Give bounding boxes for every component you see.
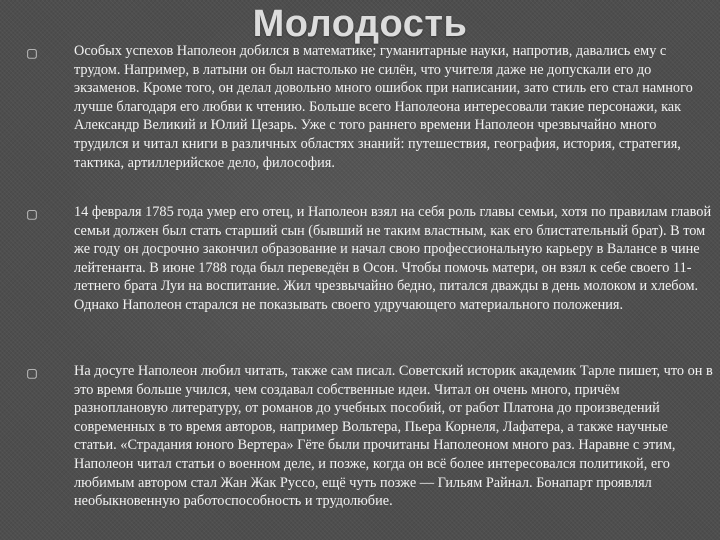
box-bullet-icon: ▢ (26, 366, 38, 380)
bullet-item (24, 203, 712, 315)
box-bullet-icon: ▢ (26, 207, 38, 221)
bullet-text: На досуге Наполеон любил читать, также сам писал. Советский историк академик Тарле пишет, что он в это время больше учился, чем создавал собственные идеи. Читал он очень много, причём разноплановую литературу, от романов до учебных пособий, от работ Платона до произведений современных в то время авторов, например Вольтера, Пьера Корнеля, Лафатера, а также научные статьи. «Страдания юного Вертера» Гёте были прочитаны Наполеоном много раз. Наравне с этим, Наполеон читал статьи о военном деле, и позже, когда он всё более интересовался политикой, его любимым автором стал Жан Жак Руссо, ещё чуть позже — Гильям Райнал. Бонапарт проявлял необыкновенную работоспособность и трудолюбие. (74, 363, 713, 510)
bullet-item (24, 42, 693, 172)
bullet-text: 14 февраля 1785 года умер его отец, и Наполеон взял на себя роль главы семьи, хотя по правилам главой семьи должен был стать старший сын (бывший не таким властным, как его блистательный брат). В том же году он досрочно закончил образование и начал свою профессиональную карьеру в Валансе в чине лейтенанта. В июне 1788 года был переведён в Осон. Чтобы помочь матери, он взял к себе своего 11-летнего брата Луи на воспитание. Жил чрезвычайно бедно, питался дважды в день молоком и хлебом. Однако Наполеон старался не показывать своего удручающего материального положения. (74, 204, 712, 313)
slide-title: Молодость (252, 3, 468, 45)
box-bullet-icon: ▢ (26, 46, 38, 60)
bullet-item (24, 362, 713, 511)
bullet-text: Особых успехов Наполеон добился в математике; гуманитарные науки, напротив, давались ему с трудом. Например, в латыни он был настолько не силён, что учителя даже не допускали его до экзаменов. Кроме того, он делал довольно много ошибок при написании, зато стиль его стал намного лучше благодаря его любви к чтению. Больше всего Наполеона интересовали такие персонажи, как Александр Великий и Юлий Цезарь. Уже с того раннего времени Наполеон чрезвычайно много трудился и читал книги в различных областях знаний: путешествия, география, история, стратегия, тактика, артиллерийское дело, философия. (74, 43, 693, 171)
